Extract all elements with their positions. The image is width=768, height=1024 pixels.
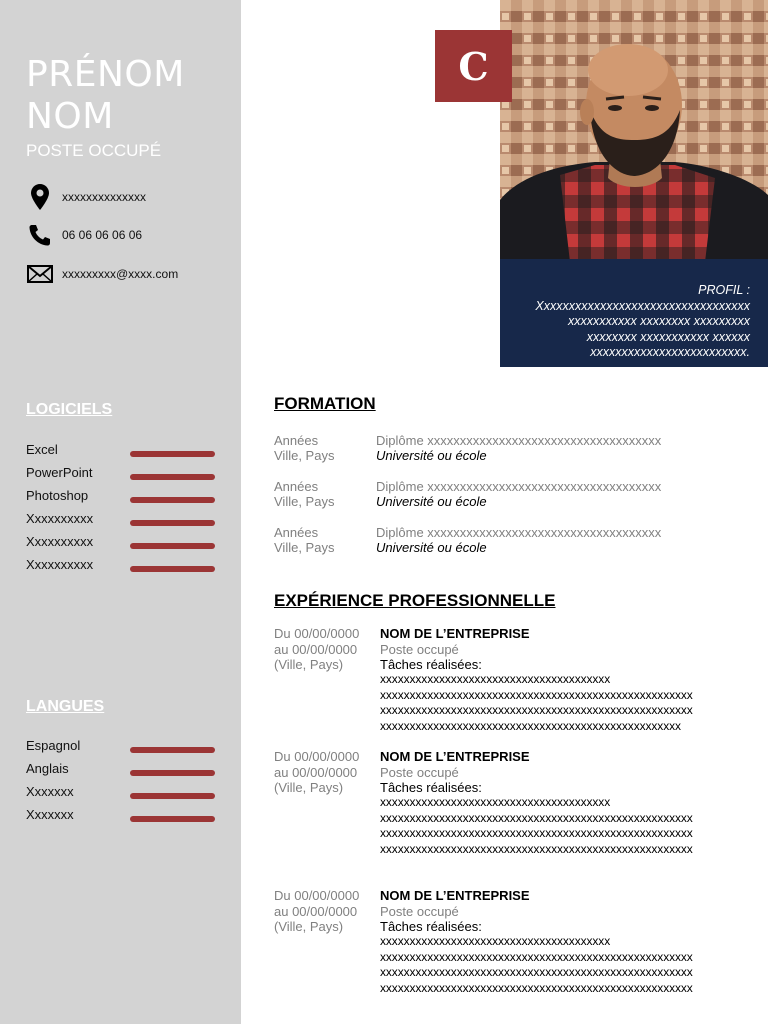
education-years: Années [274,525,319,540]
contact-phone [26,222,142,248]
skill-bar [130,451,215,457]
company-name: NOM DE L’ENTREPRISE [380,749,530,764]
logo-badge: C [435,30,512,102]
skill-row [26,533,216,553]
skill-label: Xxxxxxxxxx [26,557,94,572]
contact-email [26,261,178,287]
company-name: NOM DE L’ENTREPRISE [380,888,530,903]
languages-title: LANGUES [26,698,105,715]
education-city: Ville, Pays [274,540,335,555]
task-line: xxxxxxxxxxxxxxxxxxxxxxxxxxxxxxxxxxxxxxxxxxxxxxxxxxxxx [380,949,693,964]
date-from: Du 00/00/0000 [274,626,360,641]
date-to: au 00/00/0000 [274,903,358,919]
education-years: Années [274,479,319,494]
experience-dates [274,888,378,935]
skill-label: PowerPoint [26,465,93,480]
full-name [26,54,185,138]
language-bar [130,747,215,753]
experience-dates [274,626,378,673]
task-line: xxxxxxxxxxxxxxxxxxxxxxxxxxxxxxxxxxxxxxx [380,934,611,948]
date-from: Du 00/00/0000 [274,888,360,903]
education-diploma: Diplôme xxxxxxxxxxxxxxxxxxxxxxxxxxxxxxxxxxxx [376,525,662,540]
education-city: Ville, Pays [274,448,335,463]
language-row [26,737,216,757]
skill-label: Excel [26,442,58,457]
software-title: LOGICIELS [26,401,113,418]
education-entry [274,525,754,557]
education-entry [274,433,754,465]
profile-photo [500,0,768,262]
skill-row [26,441,216,461]
education-school: Université ou école [376,540,487,555]
language-label: Xxxxxxx [26,784,74,799]
skill-label: Xxxxxxxxxx [26,534,94,549]
skill-row [26,510,216,530]
position: Poste occupé [380,904,459,919]
position: Poste occupé [380,642,459,657]
first-name: PRÉNOM [26,54,185,95]
address-text: xxxxxxxxxxxxxx [62,190,146,204]
tasks-label: Tâches réalisées: [380,780,482,795]
language-bar [130,793,215,799]
education-years: Années [274,433,319,448]
education-entry [274,479,754,511]
skill-bar [130,474,215,480]
experience-place: (Ville, Pays) [274,657,344,672]
profile-line: xxxxxxxxxxxxxxxxxxxxxxxxx. [590,345,750,359]
experience-place: (Ville, Pays) [274,919,344,934]
experience-body [380,749,740,857]
experience-place: (Ville, Pays) [274,780,344,795]
task-line: xxxxxxxxxxxxxxxxxxxxxxxxxxxxxxxxxxxxxxxxxxxxxxxxxxxxx [380,810,693,825]
tasks-label: Tâches réalisées: [380,657,482,672]
tasks-label: Tâches réalisées: [380,919,482,934]
language-bar [130,770,215,776]
language-label: Espagnol [26,738,81,753]
profile-line: Xxxxxxxxxxxxxxxxxxxxxxxxxxxxxxxxxx [535,298,750,313]
task-line: xxxxxxxxxxxxxxxxxxxxxxxxxxxxxxxxxxxxxxxxxxxxxxxxxxxxx [380,687,693,702]
date-from: Du 00/00/0000 [274,749,360,764]
date-to: au 00/00/0000 [274,764,358,780]
last-name: NOM [26,96,114,137]
phone-text: 06 06 06 06 06 [62,228,143,242]
sidebar [0,0,241,1024]
skill-bar [130,497,215,503]
education-title: FORMATION [274,394,376,413]
language-label: Anglais [26,761,69,776]
language-row [26,806,216,826]
education-diploma: Diplôme xxxxxxxxxxxxxxxxxxxxxxxxxxxxxxxxxxxx [376,433,662,448]
education-school: Université ou école [376,494,487,509]
contact-address [26,184,146,210]
language-label: Xxxxxxx [26,807,74,822]
phone-icon [26,222,54,248]
skill-bar [130,543,215,549]
task-line: xxxxxxxxxxxxxxxxxxxxxxxxxxxxxxxxxxxxxxx [380,795,611,809]
job-title: POSTE OCCUPÉ [26,141,162,160]
experience-dates [274,749,378,796]
skill-label: Photoshop [26,488,89,503]
task-line: xxxxxxxxxxxxxxxxxxxxxxxxxxxxxxxxxxxxxxxxxxxxxxxxxxxxx [380,703,693,717]
language-row [26,760,216,780]
skill-label: Xxxxxxxxxx [26,511,94,526]
education-school: Université ou école [376,448,487,463]
envelope-icon [26,261,54,287]
experience-title: EXPÉRIENCE PROFESSIONNELLE [274,591,556,610]
skill-row [26,556,216,576]
skill-bar [130,520,215,526]
language-row [26,783,216,803]
experience-body [380,888,740,996]
task-line: xxxxxxxxxxxxxxxxxxxxxxxxxxxxxxxxxxxxxxx [380,672,611,686]
task-line: xxxxxxxxxxxxxxxxxxxxxxxxxxxxxxxxxxxxxxxxxxxxxxxxxxx [380,718,681,733]
experience-body [380,626,740,734]
date-to: au 00/00/0000 [274,641,358,657]
position: Poste occupé [380,765,459,780]
education-diploma: Diplôme xxxxxxxxxxxxxxxxxxxxxxxxxxxxxxxxxxxx [376,479,662,494]
task-line: xxxxxxxxxxxxxxxxxxxxxxxxxxxxxxxxxxxxxxxxxxxxxxxxxxxxx [380,965,693,979]
task-line: xxxxxxxxxxxxxxxxxxxxxxxxxxxxxxxxxxxxxxxxxxxxxxxxxxxxx [380,980,693,995]
profile-line: xxxxxxxxxxx xxxxxxxx xxxxxxxxx [568,314,750,328]
skill-row [26,487,216,507]
location-pin-icon [26,184,54,210]
task-line: xxxxxxxxxxxxxxxxxxxxxxxxxxxxxxxxxxxxxxxxxxxxxxxxxxxxx [380,826,693,840]
task-line: xxxxxxxxxxxxxxxxxxxxxxxxxxxxxxxxxxxxxxxxxxxxxxxxxxxxx [380,841,693,856]
company-name: NOM DE L’ENTREPRISE [380,626,530,641]
email-text: xxxxxxxxx@xxxx.com [62,267,179,281]
skill-row [26,464,216,484]
skill-bar [130,566,215,572]
language-bar [130,816,215,822]
education-city: Ville, Pays [274,494,335,509]
profile-box [500,259,768,367]
profile-label: PROFIL : [698,283,750,297]
profile-line: xxxxxxxx xxxxxxxxxxx xxxxxx [586,329,750,344]
